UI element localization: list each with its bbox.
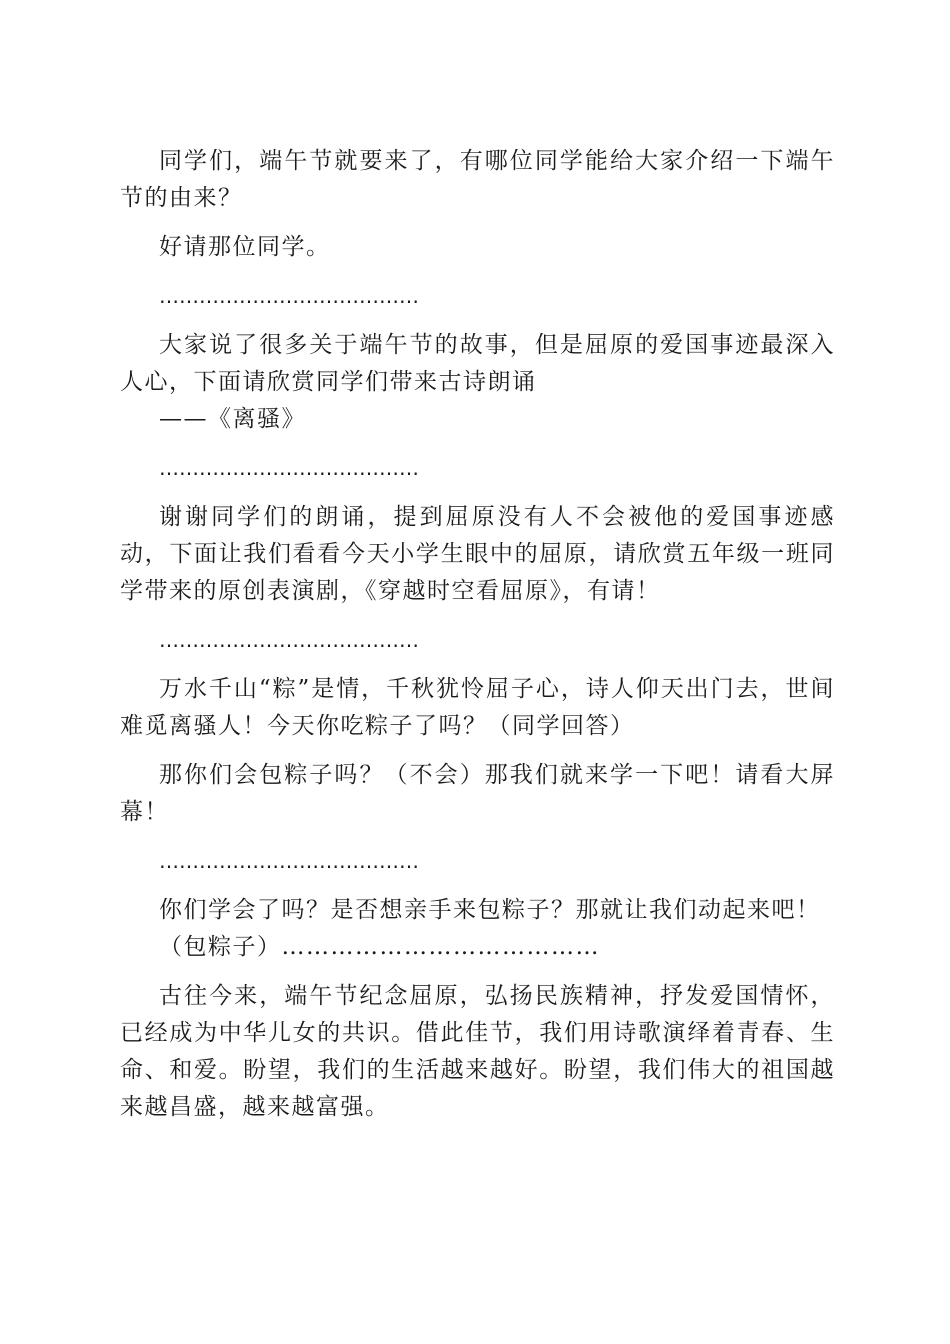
ellipsis-divider-1: …………………………………	[159, 284, 419, 308]
ellipsis-divider-2: …………………………………	[159, 456, 419, 480]
document-body	[120, 143, 835, 1138]
paragraph-invite: 好请那位同学。	[159, 234, 331, 260]
paragraph-closing: 古往今来，端午节纪念屈原，弘扬民族精神，抒发爱国情怀，已经成为中华儿女的共识。借此佳节，我们用诗歌演绎着青春、生命、和爱。盼望，我们的生活越来越好。盼望，我们伟大的祖国越来越昌盛，越来越富强。	[120, 983, 835, 1120]
ellipsis-divider-4: …………………………………	[159, 849, 419, 873]
paragraph-zongzi: 万水千山“粽”是情，千秋犹怜屈子心，诗人仰天出门去，世间难觅离骚人！今天你吃粽子了吗？（同学回答）	[120, 676, 835, 739]
paragraph-intro: 同学们，端午节就要来了，有哪位同学能给大家介绍一下端午节的由来？	[120, 148, 835, 211]
ellipsis-divider-3: …………………………………	[159, 628, 419, 652]
paragraph-wrap-zongzi: （包粽子）…………………………………	[159, 934, 600, 960]
paragraph-practice: 你们学会了吗？是否想亲手来包粽子？那就让我们动起来吧！	[159, 897, 821, 923]
paragraph-poem-intro: 大家说了很多关于端午节的故事，但是屈原的爱国事迹最深入人心，下面请欣赏同学们带来古诗朗诵	[120, 332, 835, 395]
poem-title: ——《离骚》	[159, 406, 306, 432]
paragraph-drama-intro: 谢谢同学们的朗诵，提到屈原没有人不会被他的爱国事迹感动，下面让我们看看今天小学生眼中的屈原，请欣赏五年级一班同学带来的原创表演剧，《穿越时空看屈原》，有请！	[120, 504, 835, 604]
paragraph-learn: 那你们会包粽子吗？（不会）那我们就来学一下吧！请看大屏幕！	[120, 762, 835, 825]
